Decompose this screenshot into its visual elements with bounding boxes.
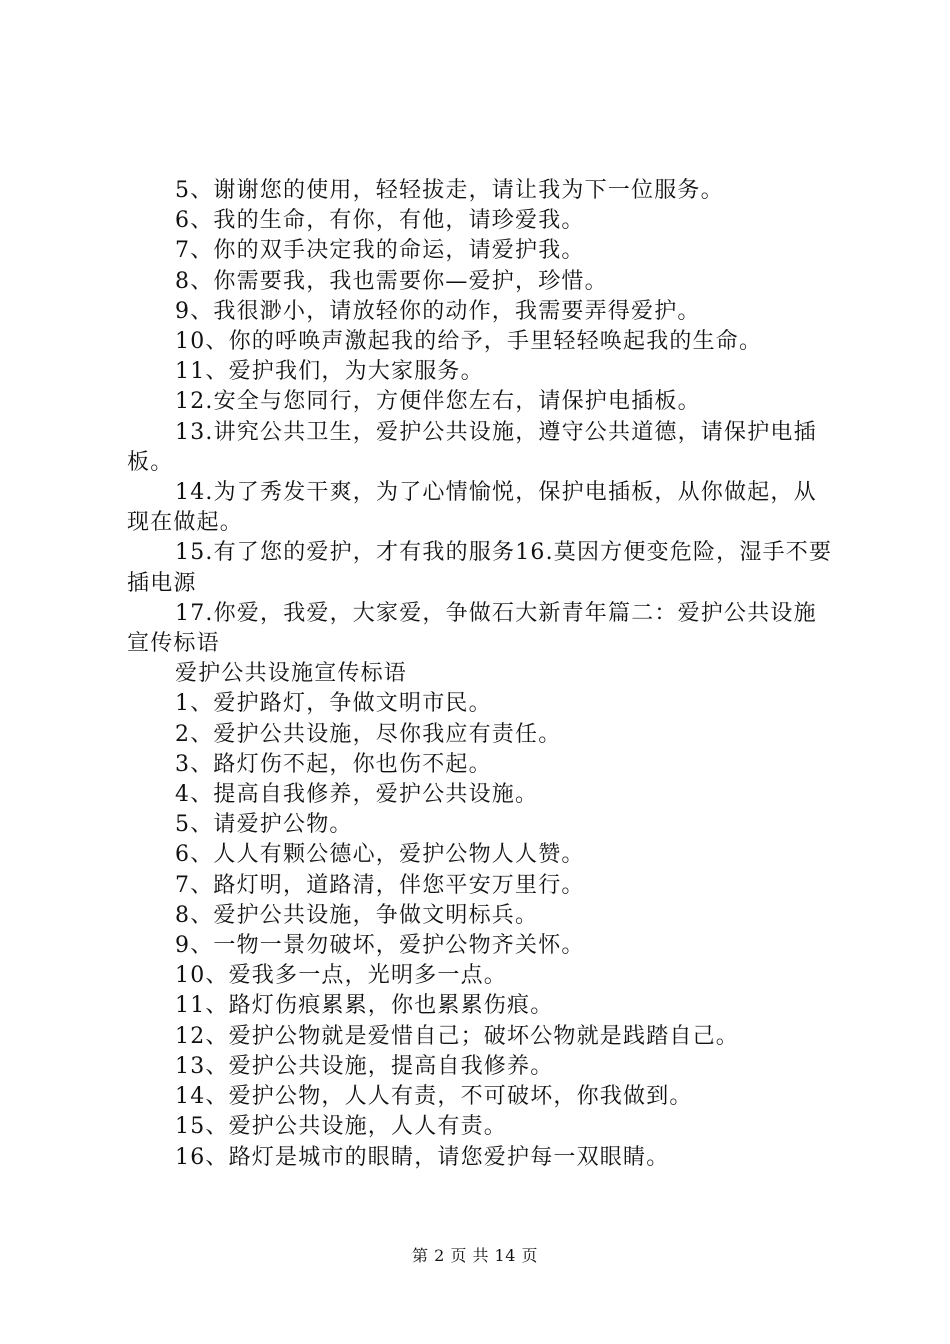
paragraph: 15.有了您的爱护，才有我的服务16.莫因方便变危险，湿手不要插电源 — [127, 540, 833, 596]
document-body — [127, 176, 839, 1173]
paragraph: 9、我很渺小，请放轻你的动作，我需要弄得爱护。 — [175, 298, 701, 324]
paragraph: 10、爱我多一点，光明多一点。 — [175, 963, 507, 989]
paragraph: 15、爱护公共设施，人人有责。 — [175, 1114, 507, 1140]
paragraph: 10、你的呼唤声激起我的给予，手里轻轻唤起我的生命。 — [175, 329, 763, 355]
paragraph: 2、爱护公共设施，尽你我应有责任。 — [175, 721, 562, 747]
paragraph: 14.为了秀发干爽，为了心情愉悦，保护电插板，从你做起，从现在做起。 — [127, 480, 817, 536]
paragraph: 14、爱护公物，人人有责，不可破坏，你我做到。 — [175, 1084, 693, 1110]
paragraph: 11、爱护我们，为大家服务。 — [175, 359, 484, 385]
paragraph: 7、路灯明，道路清，伴您平安万里行。 — [175, 872, 585, 898]
paragraph: 8、爱护公共设施，争做文明标兵。 — [175, 902, 539, 928]
paragraph: 12、爱护公物就是爱惜自己；破坏公物就是践踏自己。 — [175, 1023, 739, 1049]
paragraph: 16、路灯是城市的眼睛，请您爱护每一双眼睛。 — [175, 1144, 670, 1170]
paragraph: 5、请爱护公物。 — [175, 812, 353, 838]
paragraph: 8、你需要我，我也需要你—爱护，珍惜。 — [175, 268, 608, 294]
section-heading: 爱护公共设施宣传标语 — [175, 661, 408, 687]
page-number-footer: 第 2 页 共 14 页 — [412, 1246, 538, 1265]
paragraph: 5、谢谢您的使用，轻轻拔走，请让我为下一位服务。 — [175, 178, 724, 203]
paragraph: 13.讲究公共卫生，爱护公共设施，遵守公共道德，请保护电插板。 — [127, 419, 817, 475]
paragraph: 17.你爱，我爱，大家爱，争做石大新青年篇二：爱护公共设施宣传标语 — [127, 600, 817, 657]
paragraph: 7、你的双手决定我的命运，请爱护我。 — [175, 238, 585, 264]
paragraph: 3、路灯伤不起，你也伤不起。 — [175, 751, 492, 777]
paragraph: 12.安全与您同行，方便伴您左右，请保护电插板。 — [175, 389, 701, 415]
paragraph: 11、路灯伤痕累累，你也累累伤痕。 — [175, 993, 554, 1019]
paragraph: 1、爱护路灯，争做文明市民。 — [175, 691, 492, 717]
paragraph: 6、我的生命，有你，有他，请珍爱我。 — [175, 208, 585, 234]
paragraph: 13、爱护公共设施，提高自我修养。 — [175, 1053, 554, 1079]
paragraph: 9、一物一景勿破坏，爱护公物齐关怀。 — [175, 933, 585, 959]
paragraph: 6、人人有颗公德心，爱护公物人人赞。 — [175, 842, 585, 868]
paragraph: 4、提高自我修养，爱护公共设施。 — [175, 782, 539, 808]
